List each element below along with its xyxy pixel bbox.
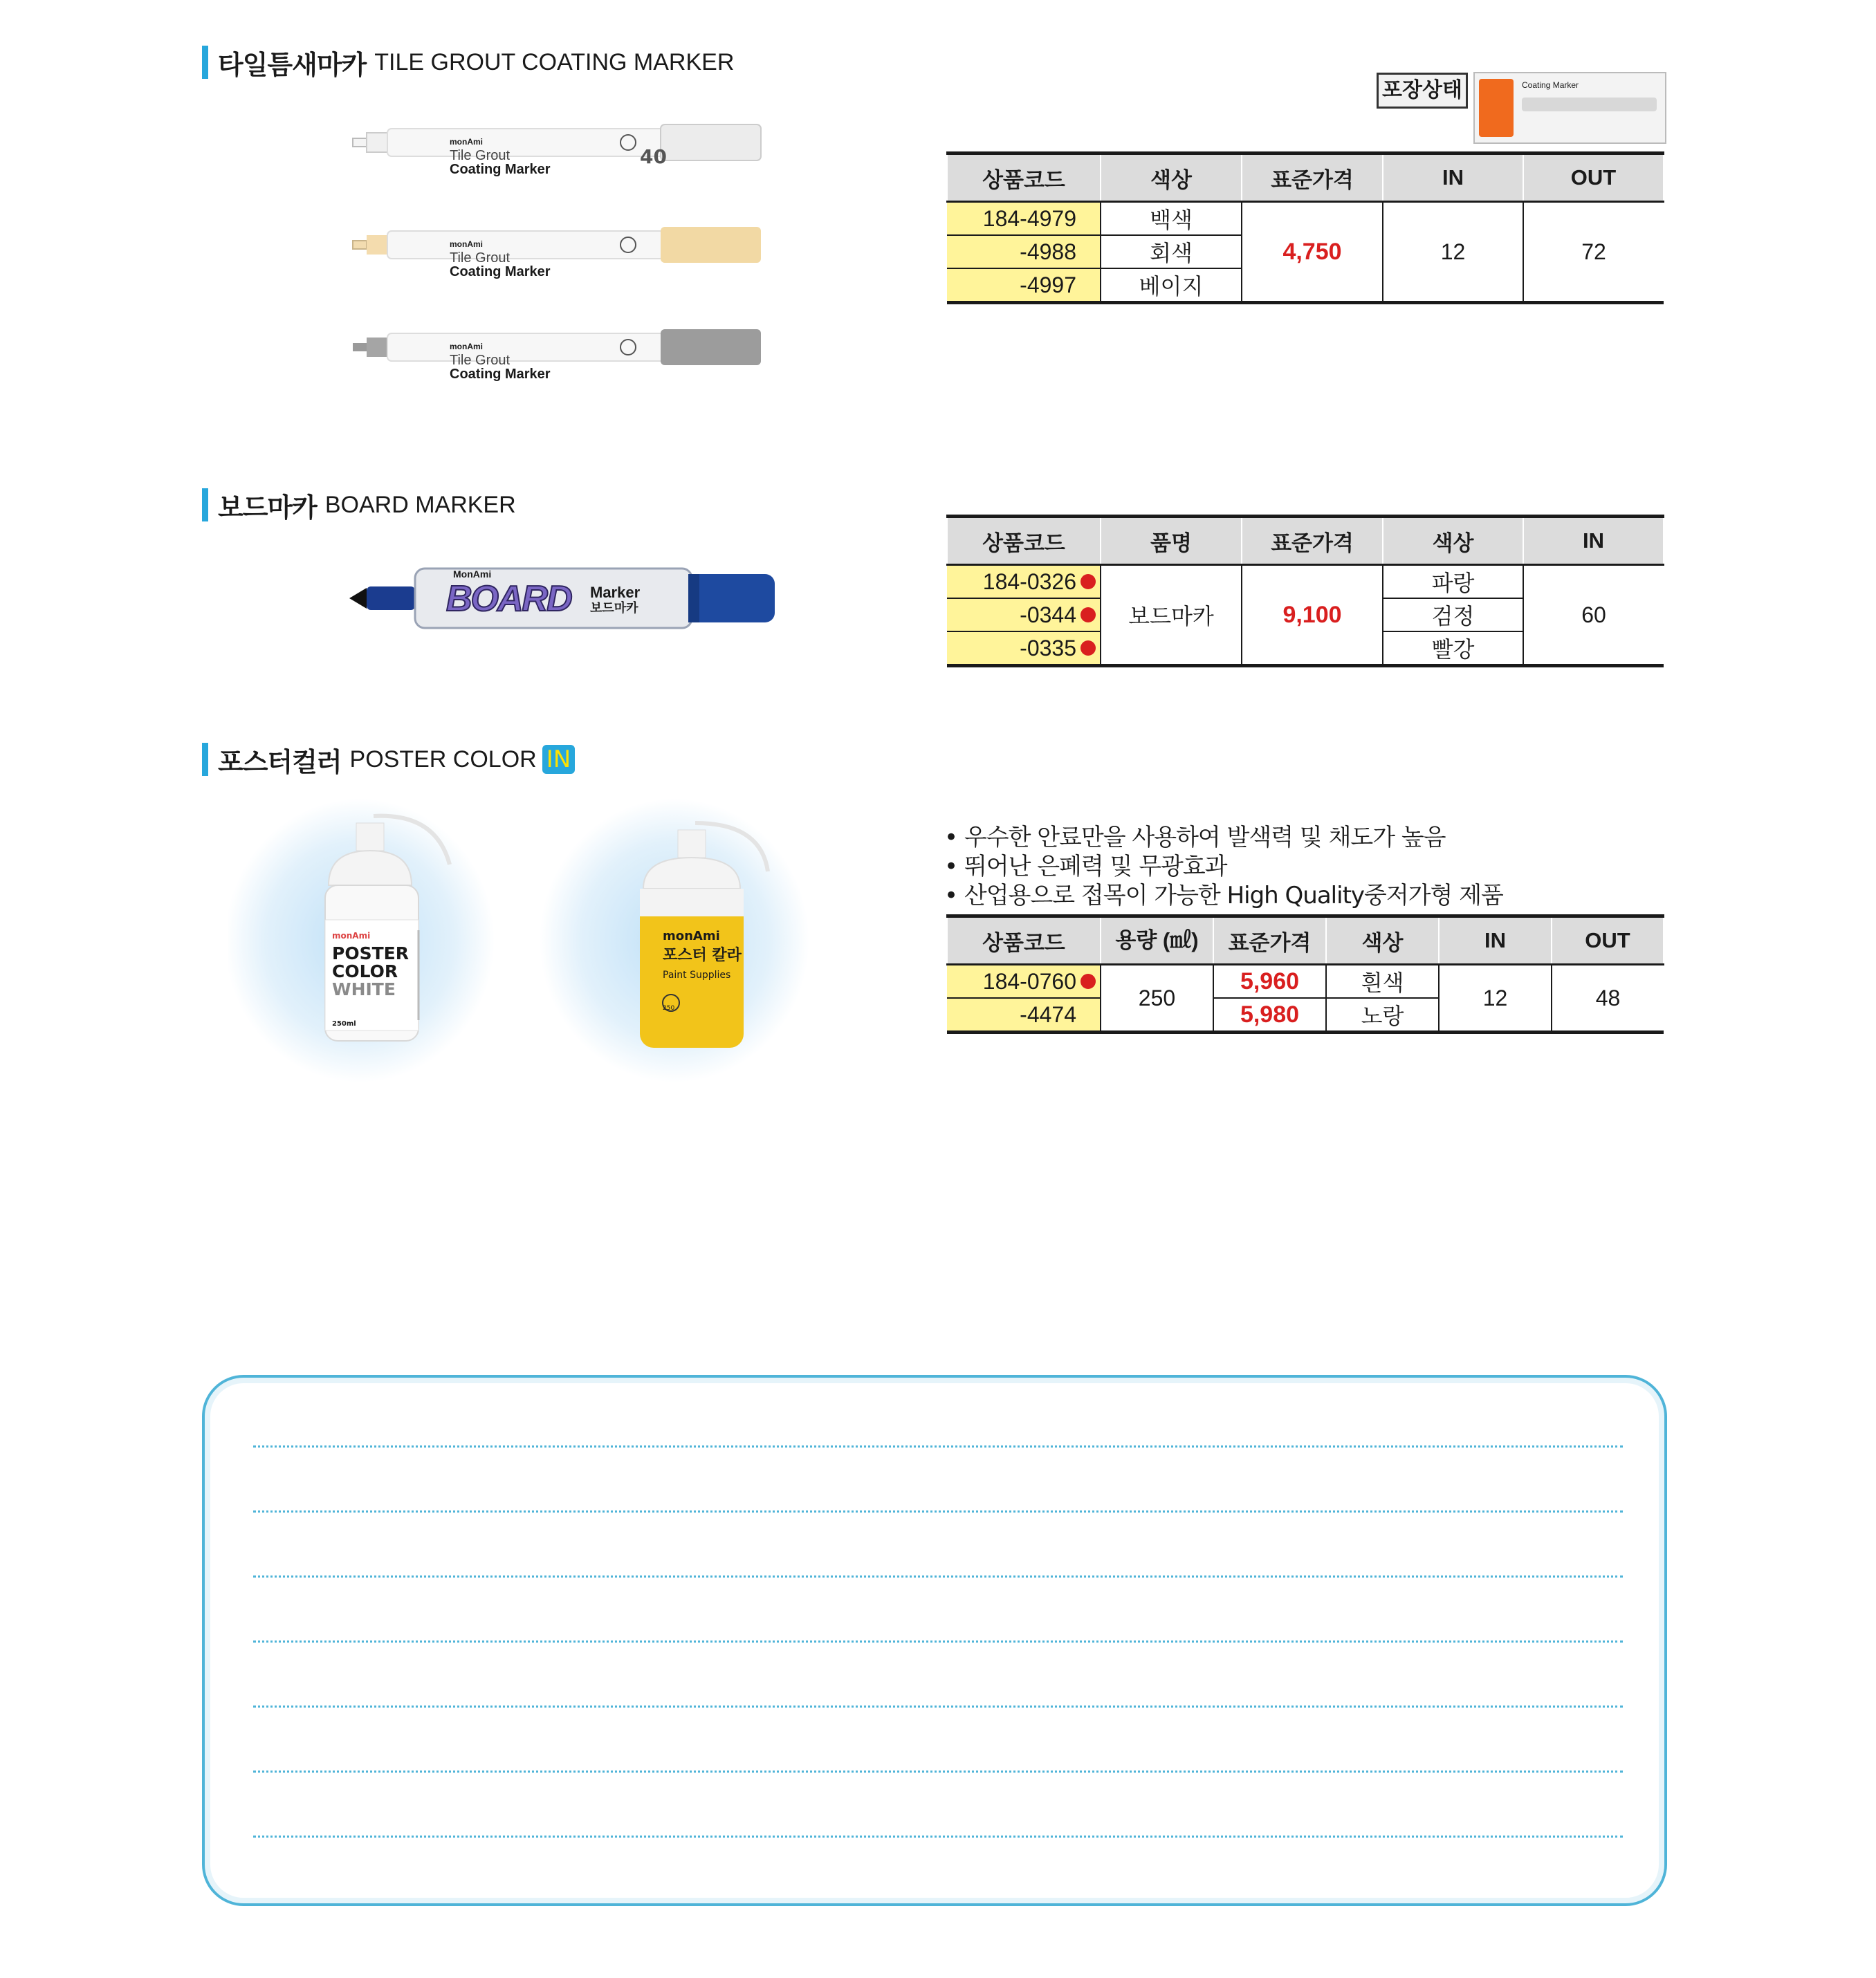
feature-item: • 산업용으로 접목이 가능한 High Quality중저가형 제품 (944, 881, 1503, 910)
out-cell: 72 (1523, 202, 1664, 303)
feature-item: • 뛰어난 은폐력 및 무광효과 (944, 852, 1503, 881)
section-title-poster (202, 743, 575, 776)
in-badge: IN (542, 745, 575, 774)
poster-bottle-images (228, 795, 851, 1086)
section-title-en: POSTER COLOR (349, 746, 537, 773)
poster-product-table (946, 914, 1664, 1034)
section-title-tile (202, 46, 734, 79)
header-in: IN (1383, 154, 1523, 202)
tile-marker-number: 40 (640, 145, 667, 168)
tile-marker-label-2: monAmi Tile Grout Coating Marker (450, 239, 551, 279)
memo-line (253, 1510, 1623, 1513)
product-code: -4997 (947, 268, 1101, 303)
header-code: 상품코드 (947, 517, 1101, 565)
tile-marker-label-3: monAmi Tile Grout Coating Marker (450, 342, 551, 382)
header-out: OUT (1523, 154, 1664, 202)
header-price: 표준가격 (1242, 517, 1383, 565)
packaging-label: 포장상태 (1377, 73, 1468, 109)
in-cell: 12 (1439, 965, 1552, 1033)
product-code: -0335 (947, 631, 1101, 666)
tile-product-table (946, 151, 1664, 304)
memo-box (202, 1375, 1667, 1906)
section-title-ko: 포스터컬러 (218, 746, 342, 777)
packaging-text: Coating Marker (1522, 80, 1579, 90)
product-code: 184-0326 (947, 565, 1101, 599)
product-code: 184-0760 (947, 965, 1101, 999)
price-cell: 9,100 (1242, 565, 1383, 666)
header-name: 품명 (1101, 517, 1242, 565)
color-cell: 베이지 (1101, 268, 1242, 303)
color-cell: 파랑 (1383, 565, 1523, 599)
header-in: IN (1439, 916, 1552, 965)
tile-marker-gray (353, 329, 761, 365)
yellow-bottle-label: monAmi 포스터 칼라 Paint Supplies 250 (663, 929, 742, 1012)
section-title-board (202, 488, 516, 521)
tile-marker-label-1: monAmi Tile Grout Coating Marker (450, 137, 551, 177)
color-cell: 백색 (1101, 202, 1242, 236)
section-title-ko: 보드마카 (218, 492, 317, 523)
memo-line (253, 1640, 1623, 1643)
section-title-ko: 타일틈새마카 (218, 49, 367, 80)
memo-line (253, 1771, 1623, 1773)
volume-cell: 250 (1101, 965, 1213, 1033)
header-price: 표준가격 (1213, 916, 1326, 965)
in-cell: 60 (1523, 565, 1664, 666)
price-cell: 4,750 (1242, 202, 1383, 303)
product-code: -4988 (947, 235, 1101, 268)
memo-line (253, 1445, 1623, 1448)
header-in: IN (1523, 517, 1664, 565)
product-code: -0344 (947, 598, 1101, 631)
board-marker-logo: BOARD (446, 579, 571, 619)
packaging-orange-tab (1479, 79, 1514, 137)
product-code: -4474 (947, 998, 1101, 1033)
out-cell: 48 (1552, 965, 1664, 1033)
memo-line (253, 1706, 1623, 1708)
section-title-en: BOARD MARKER (324, 491, 516, 518)
color-cell: 빨강 (1383, 631, 1523, 666)
price-cell: 5,980 (1213, 998, 1326, 1033)
header-color: 색상 (1101, 154, 1242, 202)
tile-marker-white (353, 124, 761, 160)
header-code: 상품코드 (947, 916, 1101, 965)
board-marker-sublabel: Marker 보드마카 (590, 584, 641, 615)
header-volume: 용량 (㎖) (1101, 916, 1213, 965)
tile-marker-beige (353, 227, 761, 263)
packaging-image (1473, 72, 1666, 144)
section-title-en: TILE GROUT COATING MARKER (374, 48, 735, 75)
color-cell: 회색 (1101, 235, 1242, 268)
feature-item: • 우수한 안료만을 사용하여 발색력 및 채도가 높음 (944, 823, 1503, 852)
header-code: 상품코드 (947, 154, 1101, 202)
memo-line (253, 1575, 1623, 1578)
board-marker-brand: MonAmi (453, 569, 492, 580)
color-cell: 검정 (1383, 598, 1523, 631)
white-bottle-label: monAmi POSTER COLOR WHITE 250ml (332, 931, 409, 1028)
price-cell: 5,960 (1213, 965, 1326, 999)
header-color: 색상 (1326, 916, 1439, 965)
board-product-table (946, 515, 1664, 667)
header-out: OUT (1552, 916, 1664, 965)
header-price: 표준가격 (1242, 154, 1383, 202)
color-cell: 노랑 (1326, 998, 1439, 1033)
tile-marker-images (346, 118, 796, 394)
name-cell: 보드마카 (1101, 565, 1242, 666)
packaging-marker (1522, 98, 1657, 111)
memo-line (253, 1836, 1623, 1838)
in-cell: 12 (1383, 202, 1523, 303)
product-code: 184-4979 (947, 202, 1101, 236)
poster-feature-list (944, 823, 1503, 910)
header-color: 색상 (1383, 517, 1523, 565)
color-cell: 흰색 (1326, 965, 1439, 999)
